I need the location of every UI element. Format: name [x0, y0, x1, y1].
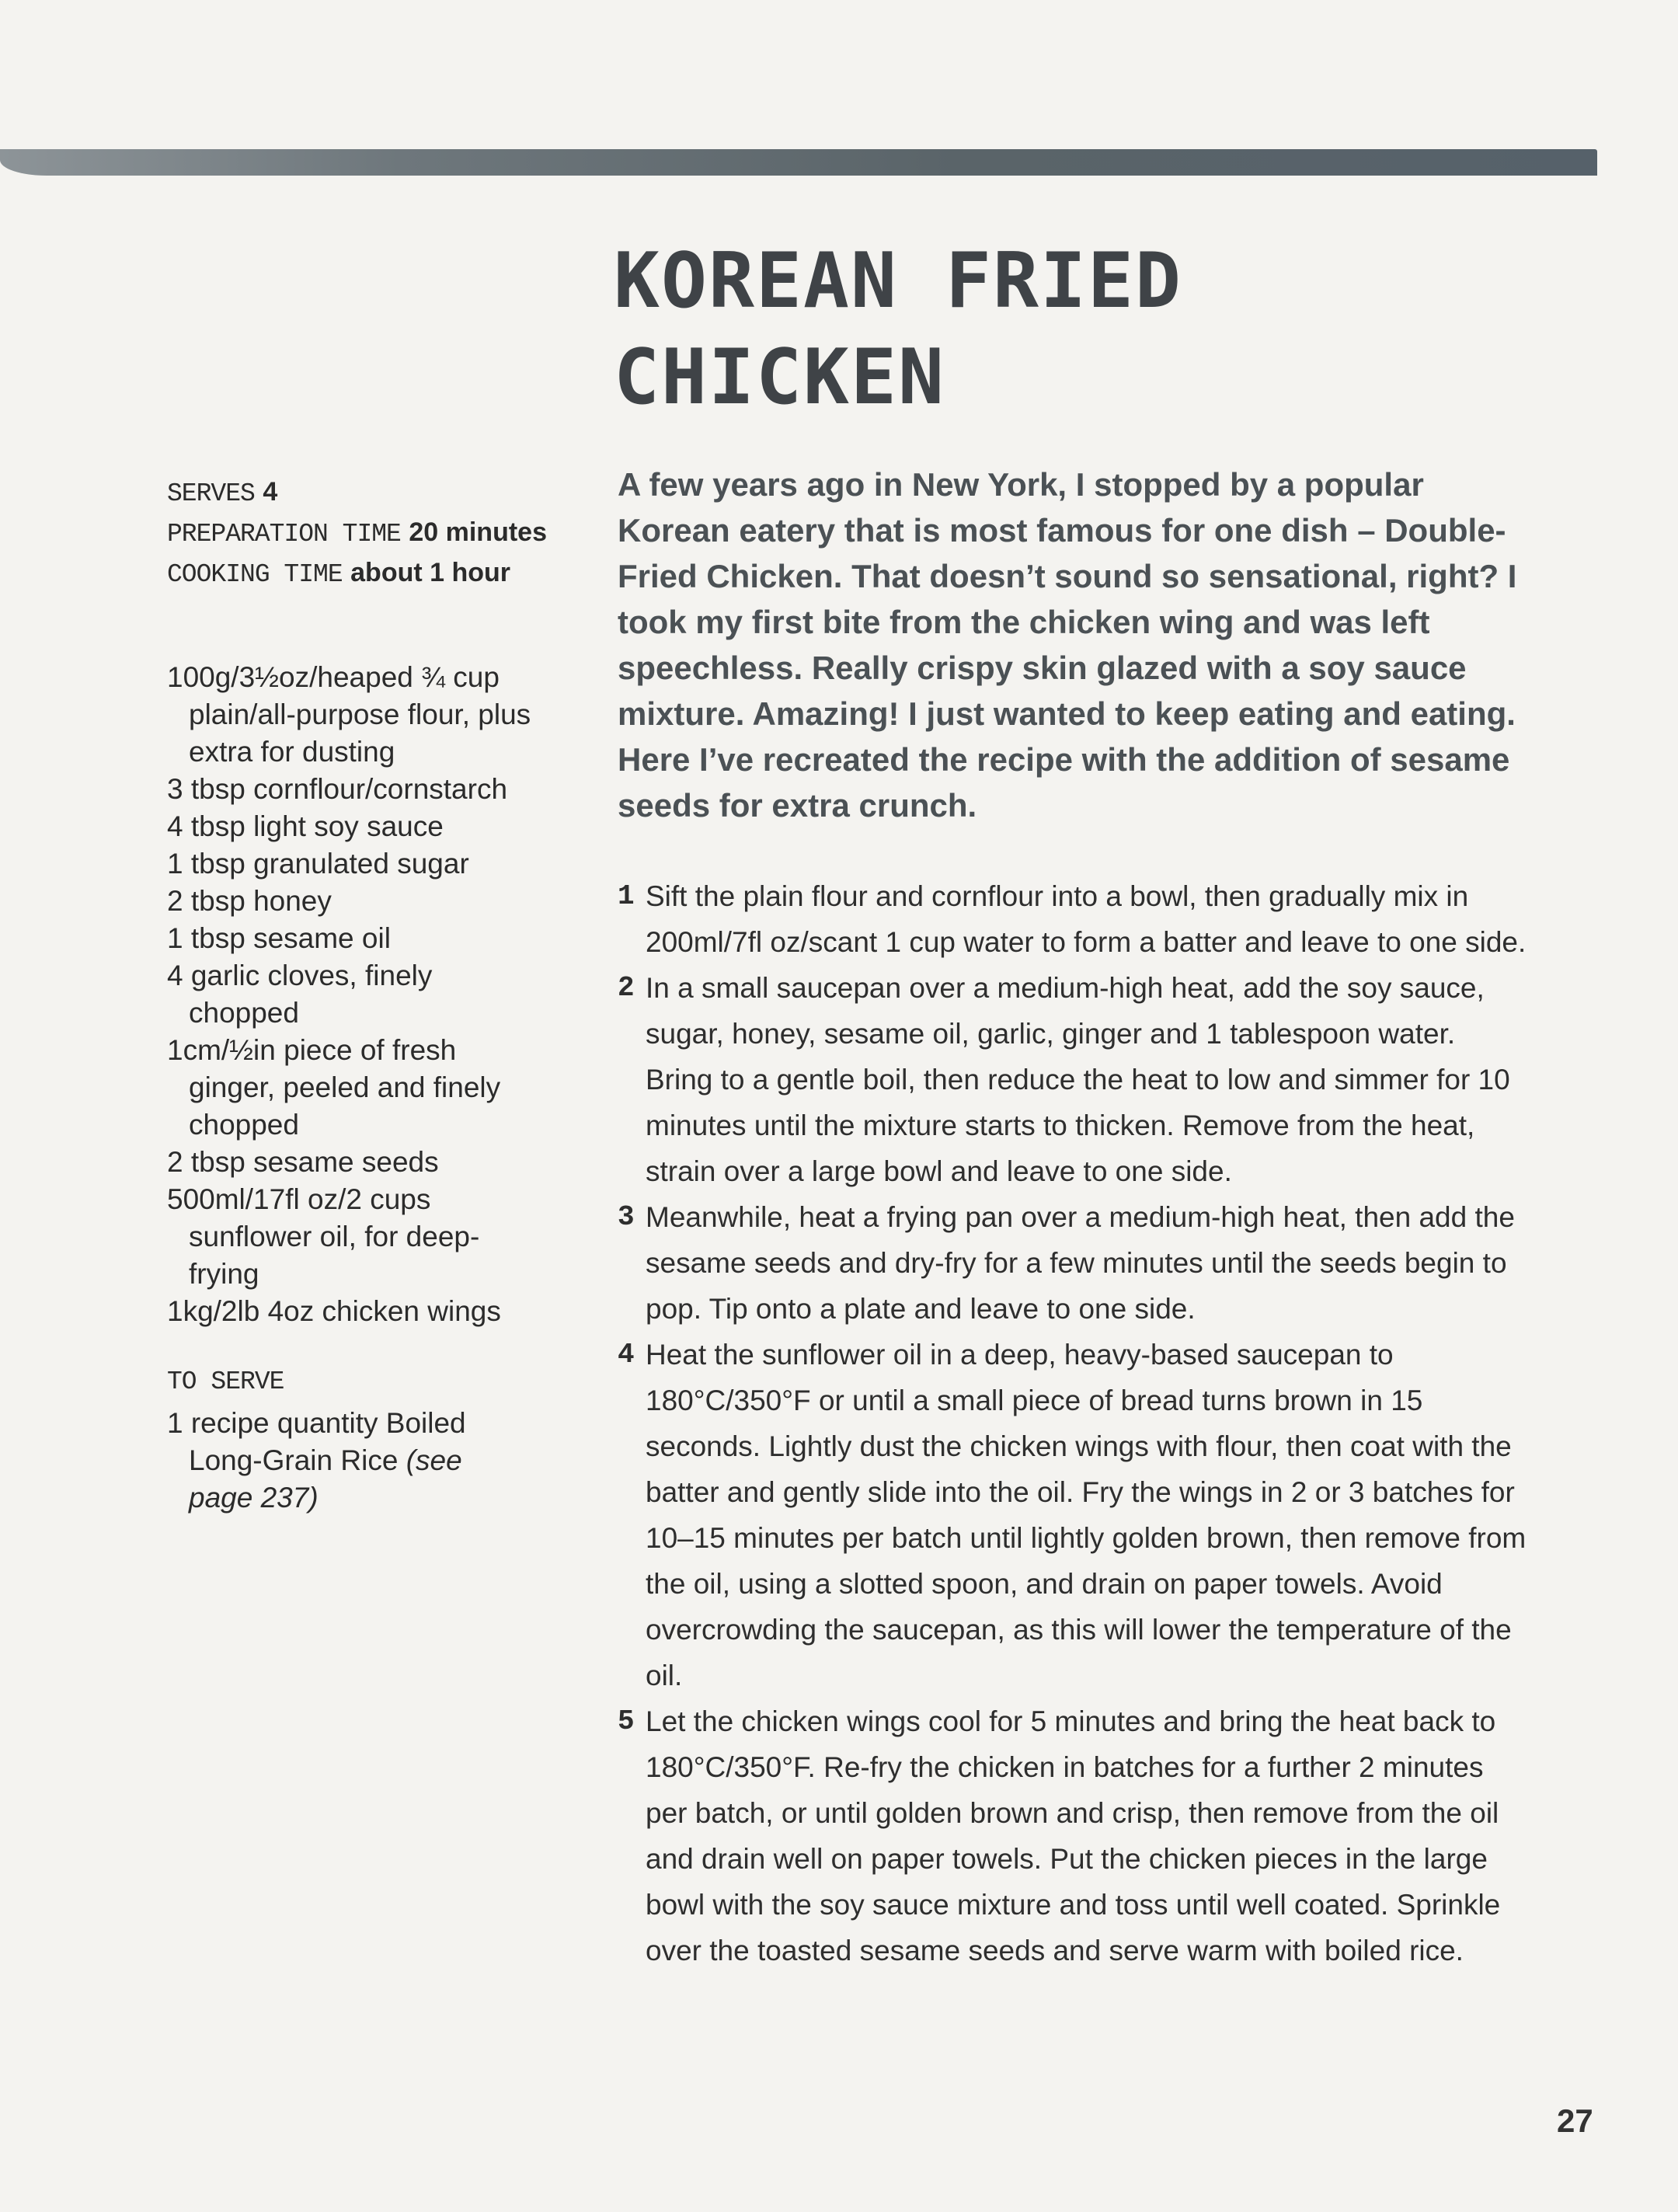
recipe-intro: A few years ago in New York, I stopped by a popular Korean eatery that is most famous for one dish – Double-Fried Chicken. That doesn’t sound so sensational, right? I took my first bite from the chicken wing and was left speechless. Really crispy skin glazed with a soy sauce mixture. Amazing! I just wanted to keep eating and eating. Here I’ve recreated the recipe with the addition of sesame seeds for extra crunch. [618, 466, 1517, 824]
cook-time-row [167, 553, 571, 594]
recipe-meta [167, 472, 571, 594]
to-serve-item [167, 1405, 532, 1517]
serves-value: 4 [263, 477, 278, 507]
to-serve-item-text: 1 recipe quantity Boiled Long-Grain Rice [167, 1407, 466, 1476]
serves-row [167, 472, 571, 513]
step-text: Meanwhile, heat a frying pan over a medium-high heat, then add the sesame seeds and dry-fry for a few minutes until the seeds begin to pop. Tip onto a plate and leave to one side. [646, 1201, 1515, 1325]
step-number: 4 [618, 1339, 635, 1371]
ingredients-list [167, 659, 532, 1330]
to-serve-list [167, 1405, 532, 1517]
to-serve-heading: TO SERVE [167, 1367, 284, 1396]
step-number: 3 [618, 1201, 635, 1233]
cook-time-label: COOKING TIME [167, 560, 343, 589]
method-step [618, 1698, 1527, 1973]
ingredient-item: 2 tbsp sesame seeds [167, 1146, 439, 1178]
prep-time-row [167, 513, 571, 553]
ingredient-item: 500ml/17fl oz/2 cups sunflower oil, for deep-frying [167, 1183, 480, 1290]
step-number: 5 [618, 1705, 635, 1737]
ingredient-item: 100g/3½oz/heaped ¾ cup plain/all-purpose flour, plus extra for dusting [167, 661, 531, 768]
step-number: 2 [618, 972, 635, 1004]
ingredient-item: 1 tbsp granulated sugar [167, 848, 469, 880]
serves-label: SERVES [167, 479, 255, 508]
method-steps [618, 873, 1527, 1973]
recipe-title-line-2: CHICKEN [614, 333, 946, 422]
prep-time-label: PREPARATION TIME [167, 520, 401, 549]
method-step [618, 873, 1527, 965]
method-step [618, 1194, 1527, 1332]
method-step [618, 1332, 1527, 1698]
page-number: 27 [1557, 2102, 1593, 2139]
ingredient-item: 2 tbsp honey [167, 885, 332, 917]
step-text: Heat the sunflower oil in a deep, heavy-based saucepan to 180°C/350°F or until a small piece of bread turns brown in 15 seconds. Lightly dust the chicken wings with flour, then coat with the batter and gently slide into the oil. Fry the wings in 2 or 3 batches for 10–15 minutes per batch until lightly golden brown, then remove from the oil, using a slotted spoon, and drain on paper towels. Avoid overcrowding the saucepan, as this will lower the temperature of the oil. [646, 1339, 1527, 1691]
step-text: Let the chicken wings cool for 5 minutes and bring the heat back to 180°C/350°F. Re-fry the chicken in batches for a further 2 minutes per batch, or until golden brown and crisp, then remove from the oil and drain well on paper towels. Put the chicken pieces in the large bowl with the soy sauce mixture and toss until well coated. Sprinkle over the toasted sesame seeds and serve warm with boiled rice. [646, 1705, 1501, 1966]
ingredient-item: 1cm/½in piece of fresh ginger, peeled and finely chopped [167, 1034, 501, 1141]
ingredient-item: 1 tbsp sesame oil [167, 922, 391, 954]
method-step [618, 965, 1527, 1194]
ingredient-item: 1kg/2lb 4oz chicken wings [167, 1295, 501, 1327]
header-rule [0, 149, 1597, 176]
prep-time-value: 20 minutes [409, 517, 547, 547]
recipe-title [614, 233, 1182, 426]
to-serve-page-ref: (see page 237) [189, 1444, 462, 1514]
ingredient-item: 4 tbsp light soy sauce [167, 810, 444, 842]
step-number: 1 [618, 880, 635, 912]
ingredient-item: 3 tbsp cornflour/cornstarch [167, 773, 508, 805]
cook-time-value: about 1 hour [350, 558, 511, 587]
ingredient-item: 4 garlic cloves, finely chopped [167, 960, 433, 1029]
recipe-title-line-1: KOREAN FRIED [614, 237, 1183, 326]
step-text: Sift the plain flour and cornflour into a bowl, then gradually mix in 200ml/7fl oz/scant 1 cup water to form a batter and leave to one side. [646, 880, 1527, 958]
step-text: In a small saucepan over a medium-high heat, add the soy sauce, sugar, honey, sesame oil, garlic, ginger and 1 tablespoon water. Bring to a gentle boil, then reduce the heat to low and simmer for 10 minutes until the mixture starts to thicken. Remove from the heat, strain over a large bowl and leave to one side. [646, 972, 1510, 1187]
